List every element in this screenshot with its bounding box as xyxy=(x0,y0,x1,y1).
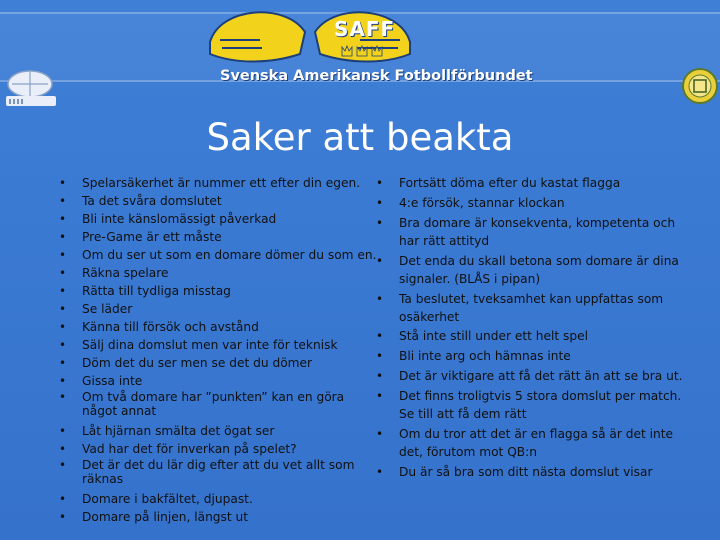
list-item: • Gissa inte xyxy=(82,372,382,390)
list-item: • Domare i bakfältet, djupast. xyxy=(82,490,382,508)
list-item: • Ta det svåra domslutet xyxy=(82,192,382,210)
list-item: • Det är det du lär dig efter att du vet allt som räknas xyxy=(82,458,357,486)
list-item: • Se läder xyxy=(82,300,382,318)
list-item: • Rätta till tydliga misstag xyxy=(82,282,382,300)
three-crowns-icon xyxy=(340,42,384,60)
list-item: • Om du tror att det är en flagga så är det inte det, förutom mot QB:n xyxy=(399,425,699,461)
list-item: • 4:e försök, stannar klockan xyxy=(399,194,699,212)
list-item: • Döm det du ser men se det du dömer xyxy=(82,354,382,372)
list-item: • Bli inte arg och hämnas inte xyxy=(399,347,699,365)
federation-emblem-logo xyxy=(680,66,720,106)
list-item: • Bra domare är konsekventa, kompetenta och har rätt attityd xyxy=(399,214,699,250)
federation-name: Svenska Amerikansk Fotbollförbundet xyxy=(220,68,533,84)
page-title: Saker att beakta xyxy=(206,116,514,159)
list-item: • Bli inte känslomässigt påverkad xyxy=(82,210,382,228)
ifaf-logo xyxy=(2,68,62,108)
list-item: • Om du ser ut som en domare dömer du som en. xyxy=(82,246,382,264)
saff-wordmark: SAFF xyxy=(334,17,396,41)
list-item: • Stå inte still under ett helt spel xyxy=(399,327,699,345)
list-item: • Låt hjärnan smälta det ögat ser xyxy=(82,422,382,440)
list-item: • Det enda du skall betona som domare är dina signaler. (BLÅS i pipan) xyxy=(399,252,699,288)
header-banner xyxy=(0,0,720,115)
left-bullet-list xyxy=(82,174,382,526)
list-item: • Om två domare har ”punkten” kan en göra något annat xyxy=(82,390,347,418)
list-item: • Fortsätt döma efter du kastat flagga xyxy=(399,174,699,192)
right-bullet-list xyxy=(399,174,699,483)
list-item: • Det är viktigare att få det rätt än att se bra ut. xyxy=(399,367,699,385)
list-item: • Känna till försök och avstånd xyxy=(82,318,382,336)
list-item: • Det finns troligtvis 5 stora domslut per match. Se till att få dem rätt xyxy=(399,387,699,423)
list-item: • Domare på linjen, längst ut xyxy=(82,508,382,526)
list-item: • Räkna spelare xyxy=(82,264,382,282)
list-item: • Pre-Game är ett måste xyxy=(82,228,382,246)
list-item: • Ta beslutet, tveksamhet kan uppfattas som osäkerhet xyxy=(399,290,699,326)
list-item: • Spelarsäkerhet är nummer ett efter din egen. xyxy=(82,174,382,192)
list-item: • Du är så bra som ditt nästa domslut visar xyxy=(399,463,699,481)
list-item: • Sälj dina domslut men var inte för teknisk xyxy=(82,336,382,354)
list-item: • Vad har det för inverkan på spelet? xyxy=(82,440,382,458)
